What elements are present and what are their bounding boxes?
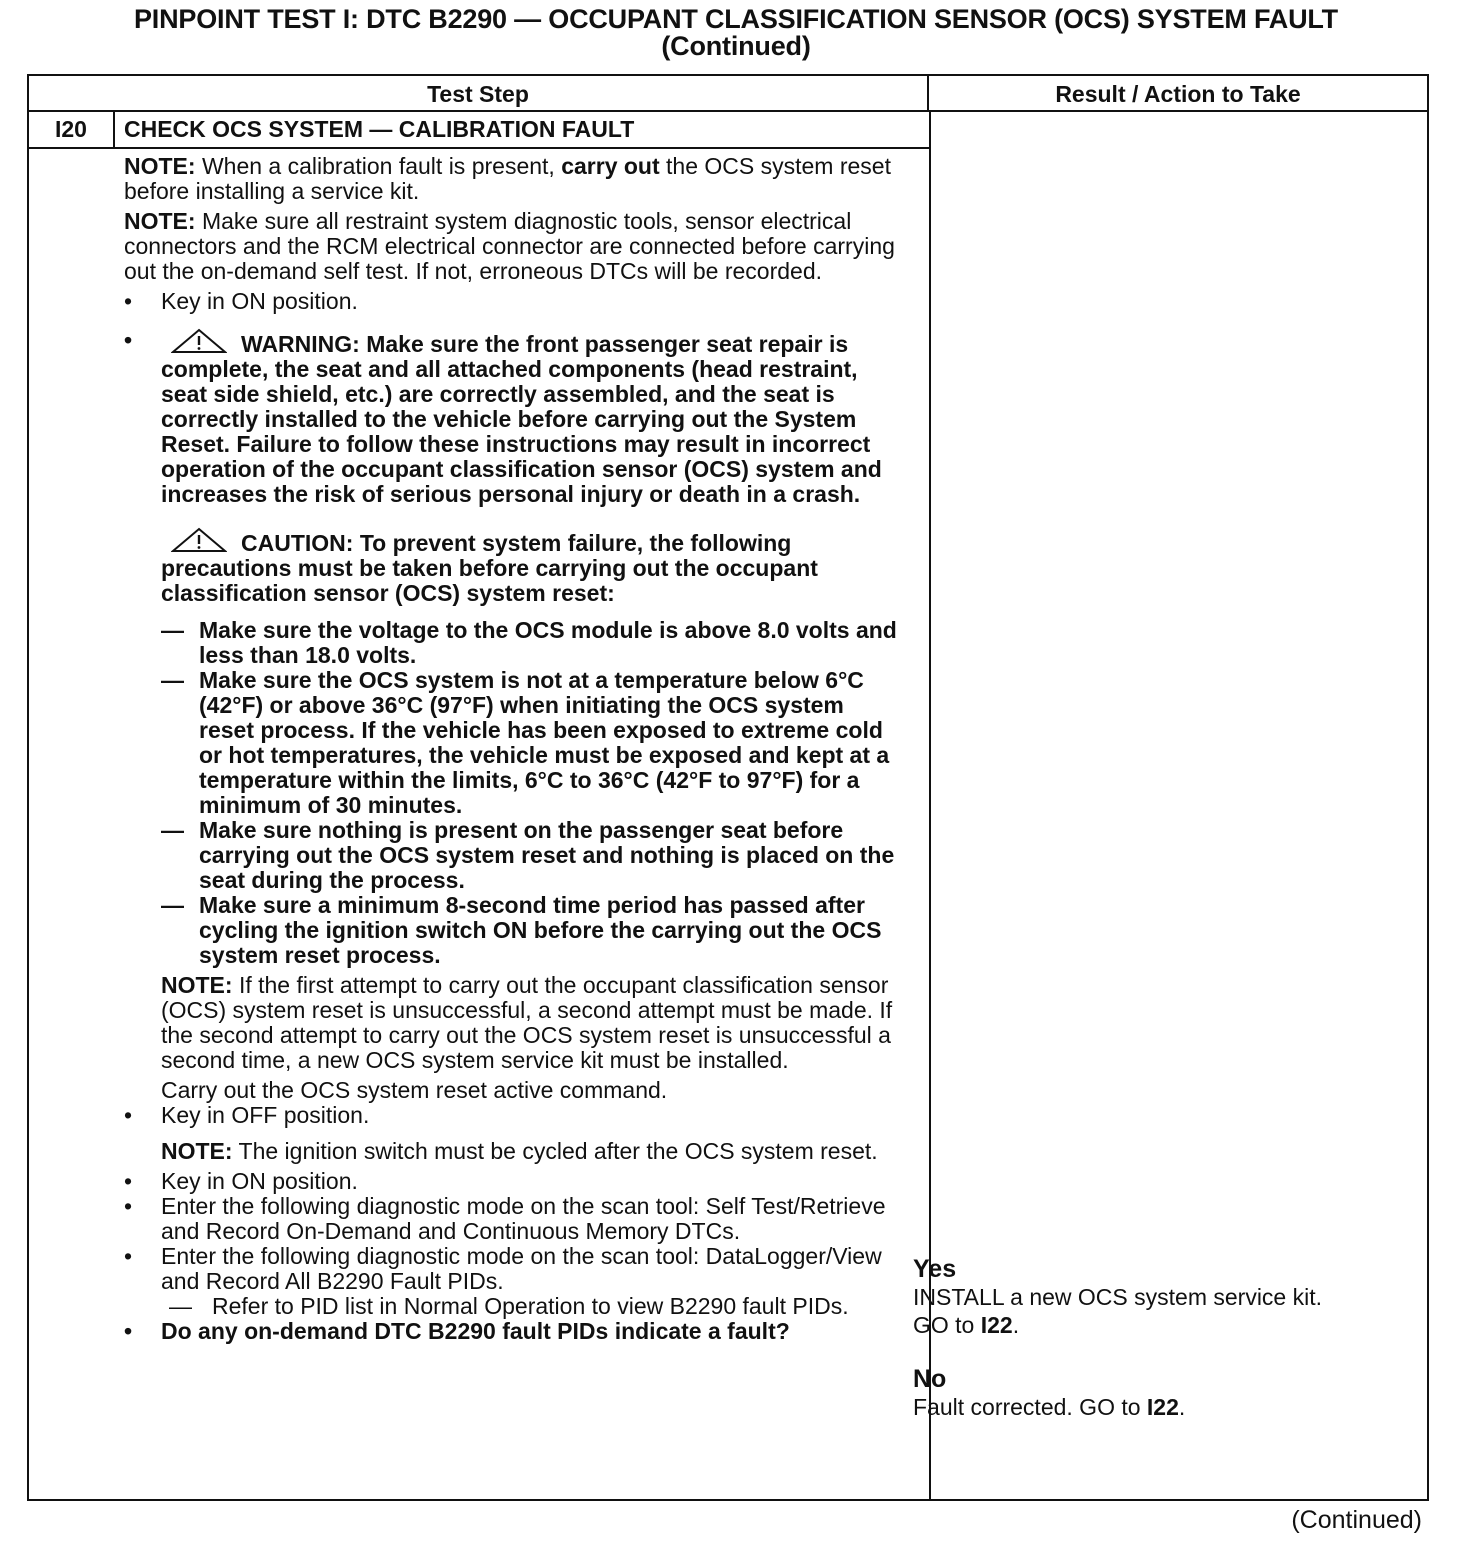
test-step-body <box>124 154 904 1344</box>
caution-item: — Make sure nothing is present on the passenger seat before carrying out the OCS system reset and nothing is placed on the seat during the process. <box>161 817 895 893</box>
step-title: CHECK OCS SYSTEM — CALIBRATION FAULT <box>115 112 929 149</box>
result-yes-action: INSTALL a new OCS system service kit. <box>913 1284 1323 1310</box>
header-result-action: Result / Action to Take <box>929 76 1427 112</box>
warning-block: • WARNING: Make sure the front passenger seat repair is complete, the seat and all attached components (head restraint, seat side shield, etc.) are correctly assembled, and the seat is correctly installed to the vehicle before carrying out the System Reset. Failure to follow these instructions may result in incorrect operation of the occupant classification sensor (OCS) system and increases the risk of serious personal injury or death in a crash. <box>124 327 882 507</box>
warning-triangle-icon <box>171 328 227 354</box>
header-test-step: Test Step <box>29 76 929 112</box>
note-calibration: NOTE: When a calibration fault is present, carry out the OCS system reset before installing a service kit. <box>124 153 891 204</box>
goto-link[interactable]: I22 <box>980 1312 1013 1338</box>
caution-triangle-icon <box>171 527 227 553</box>
list-item: • Key in OFF position. <box>124 1102 370 1128</box>
list-item: • Key in ON position. <box>124 288 358 314</box>
caution-block: CAUTION: To prevent system failure, the following precautions must be taken before carrying out the occupant classification sensor (OCS) system reset: <box>124 527 904 606</box>
continued-footer: (Continued) <box>1291 1506 1422 1534</box>
result-yes-goto: GO to I22. <box>913 1312 1020 1338</box>
goto-link[interactable]: I22 <box>1146 1394 1179 1420</box>
list-item: • Enter the following diagnostic mode on the scan tool: DataLogger/View and Record All B2290 Fault PIDs. <box>124 1243 882 1294</box>
note-connectors: NOTE: Make sure all restraint system diagnostic tools, sensor electrical connectors and the RCM electrical connector are connected before carrying out the on-demand self test. If not, erroneous DTCs will be recorded. <box>124 208 895 284</box>
caution-item: — Make sure a minimum 8-second time period has passed after cycling the ignition switch ON before the carrying out the OCS system reset process. <box>161 892 882 968</box>
result-no-label: No <box>913 1365 947 1393</box>
test-question: • Do any on-demand DTC B2290 fault PIDs indicate a fault? <box>124 1318 790 1344</box>
sub-list-item: — Refer to PID list in Normal Operation to view B2290 fault PIDs. <box>169 1293 849 1319</box>
note-second-attempt: NOTE: If the first attempt to carry out the occupant classification sensor (OCS) system reset is unsuccessful, a second attempt must be made. If the second attempt to carry out the OCS system reset is unsuccessful a second time, a new OCS system service kit must be installed. <box>161 972 893 1073</box>
step-number: I20 <box>29 112 115 149</box>
caution-item: — Make sure the voltage to the OCS module is above 8.0 volts and less than 18.0 volts. <box>161 617 897 668</box>
page-title-continued: (Continued) <box>661 31 811 61</box>
result-yes-label: Yes <box>913 1255 957 1283</box>
page-title-main: PINPOINT TEST I: DTC B2290 — OCCUPANT CLASSIFICATION SENSOR (OCS) SYSTEM FAULT <box>134 4 1338 34</box>
list-item: • Enter the following diagnostic mode on the scan tool: Self Test/Retrieve and Record On-Demand and Continuous Memory DTCs. <box>124 1193 886 1244</box>
result-no-action: Fault corrected. GO to I22. <box>913 1394 1186 1420</box>
caution-item: — Make sure the OCS system is not at a temperature below 6°C (42°F) or above 36°C (97°F) when initiating the OCS system reset process. If the vehicle has been exposed to extreme cold or hot temperatures, the vehicle must be exposed and kept at a temperature within the limits, 6°C to 36°C (42°F to 97°F) for a minimum of 30 minutes. <box>161 667 890 818</box>
list-item: • Key in ON position. <box>124 1168 358 1194</box>
note-ignition-cycle: NOTE: The ignition switch must be cycled after the OCS system reset. <box>161 1138 878 1164</box>
result-column <box>913 1255 1393 1421</box>
active-command-text: Carry out the OCS system reset active command. <box>161 1077 668 1103</box>
page-title <box>0 6 1472 60</box>
